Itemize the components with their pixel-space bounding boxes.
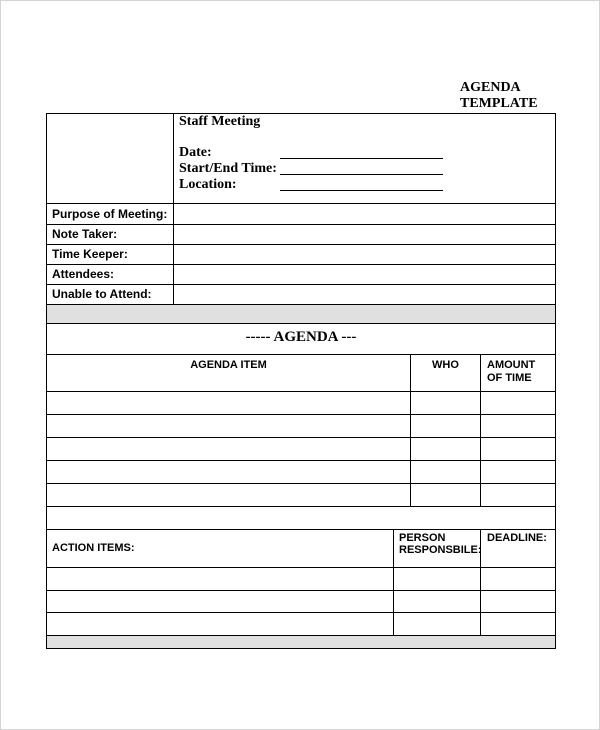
amount-header-line-2: OF TIME	[487, 372, 532, 384]
purpose-label: Purpose of Meeting:	[52, 207, 168, 221]
amount-header-line-1: AMOUNT	[487, 359, 536, 371]
date-field-line[interactable]	[280, 158, 443, 159]
person-header-line-2: RESPONSBILE:	[399, 544, 482, 556]
document-title	[460, 80, 538, 112]
person-header-line-1: PERSON	[399, 532, 446, 544]
title-line-2: TEMPLATE	[460, 96, 538, 111]
agenda-heading-left: -----	[245, 329, 271, 345]
agenda-item-header: AGENDA ITEM	[190, 359, 267, 371]
separator-band-2	[47, 636, 555, 648]
deadline-header: DEADLINE:	[487, 532, 547, 544]
agenda-heading	[47, 329, 555, 346]
time-field-line[interactable]	[280, 174, 443, 175]
attendees-label: Attendees:	[52, 267, 115, 281]
date-label: Date:	[179, 145, 212, 160]
time-label: Start/End Time:	[179, 161, 277, 176]
separator-band-1	[47, 305, 555, 323]
agenda-heading-right: ---	[341, 329, 357, 345]
time-keeper-label: Time Keeper:	[52, 247, 128, 261]
title-line-1: AGENDA	[460, 80, 521, 95]
unable-to-attend-label: Unable to Attend:	[52, 287, 152, 301]
location-field-line[interactable]	[280, 190, 443, 191]
location-label: Location:	[179, 177, 237, 192]
note-taker-label: Note Taker:	[52, 227, 118, 241]
meeting-name: Staff Meeting	[179, 114, 261, 129]
who-header: WHO	[432, 359, 459, 371]
agenda-heading-word: AGENDA	[273, 329, 338, 345]
agenda-form	[46, 113, 556, 649]
action-items-header: ACTION ITEMS:	[52, 542, 135, 554]
